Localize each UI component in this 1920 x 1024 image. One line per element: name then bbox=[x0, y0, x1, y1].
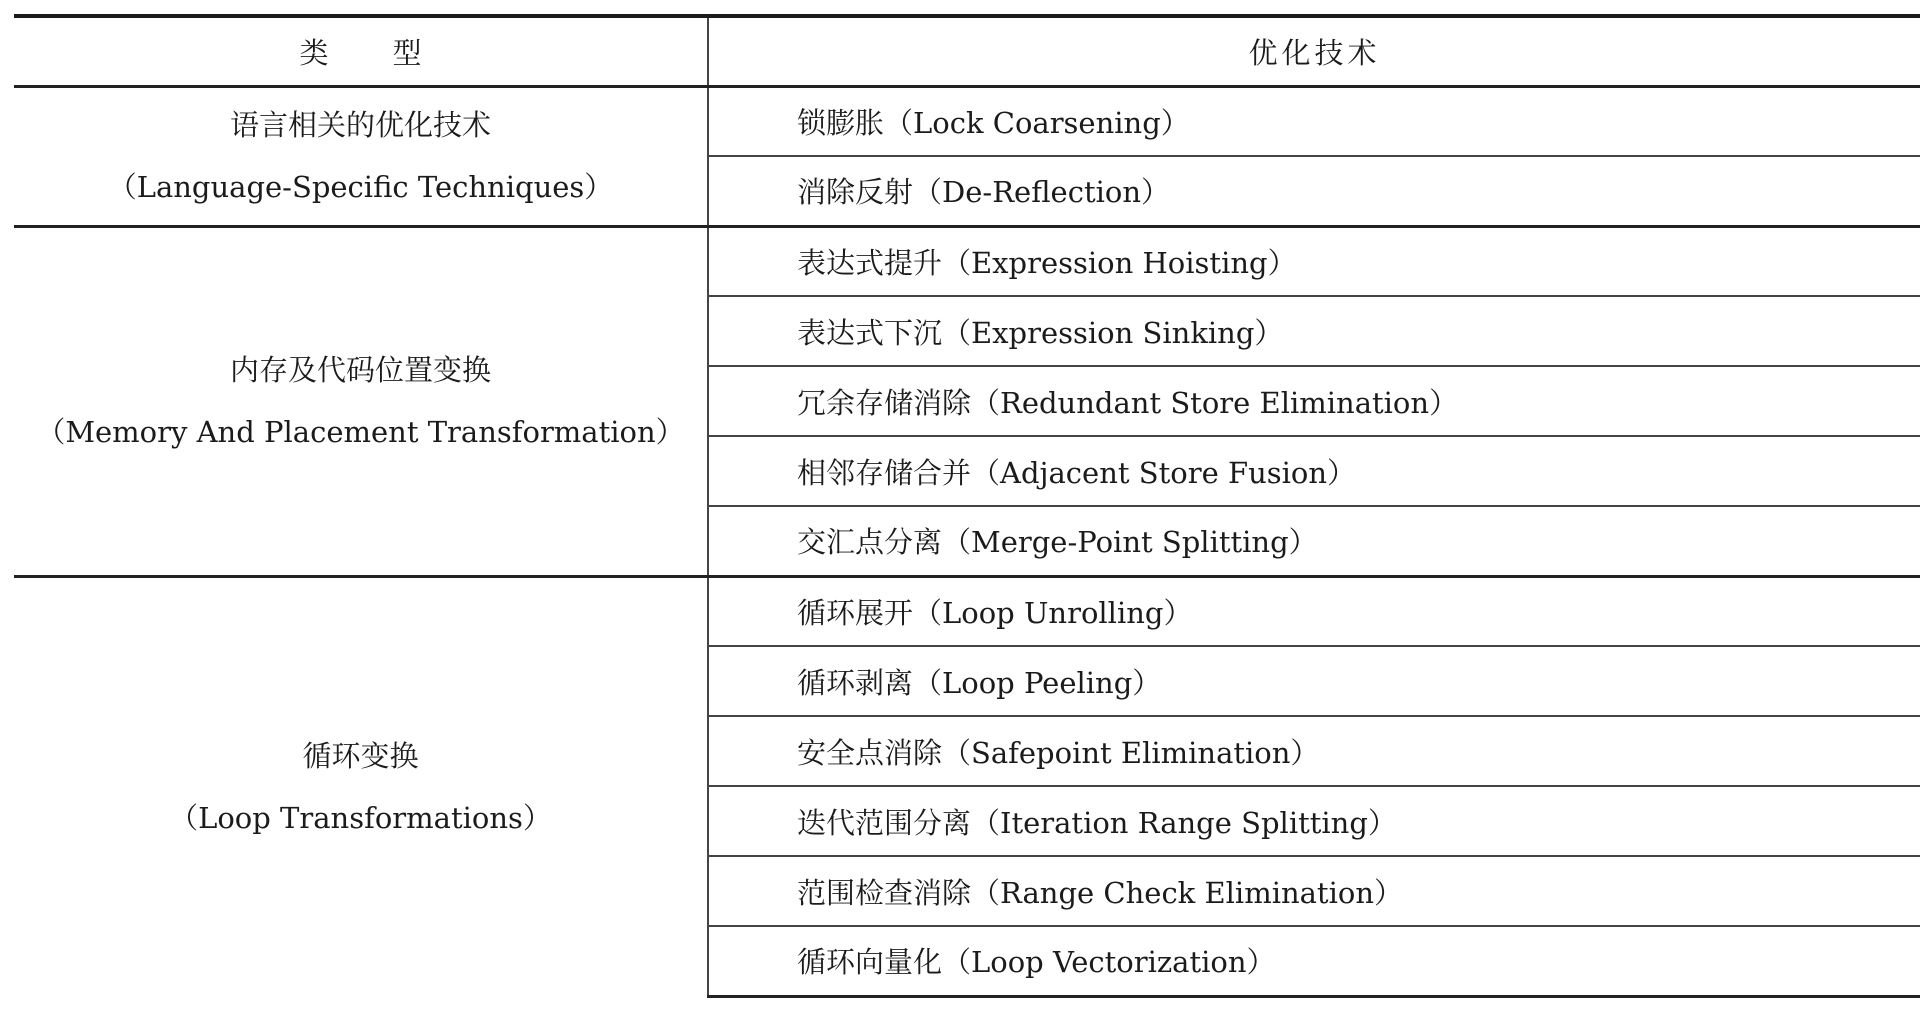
header-technique: 优化技术 bbox=[1248, 35, 1381, 70]
technique-cell: 交汇点分离（Merge-Point Splitting） bbox=[708, 506, 1920, 576]
table-row bbox=[14, 226, 1920, 296]
header-type-label: 类型 bbox=[299, 35, 486, 70]
technique-cell: 循环展开（Loop Unrolling） bbox=[708, 576, 1920, 646]
category-name-en: （Loop Transformations） bbox=[169, 800, 552, 835]
table-row bbox=[14, 86, 1920, 156]
technique-cell: 循环向量化（Loop Vectorization） bbox=[708, 926, 1920, 996]
category-cell-loop-transformations bbox=[14, 576, 708, 996]
technique-cell: 安全点消除（Safepoint Elimination） bbox=[708, 716, 1920, 786]
header-type bbox=[14, 18, 708, 86]
technique-cell: 表达式下沉（Expression Sinking） bbox=[708, 296, 1920, 366]
category-name-en: （Language-Specific Techniques） bbox=[107, 170, 614, 204]
technique-cell: 锁膨胀（Lock Coarsening） bbox=[708, 86, 1920, 156]
category-name-en: （Memory And Placement Transformation） bbox=[36, 415, 685, 449]
technique-cell: 范围检查消除（Range Check Elimination） bbox=[708, 856, 1920, 926]
technique-cell: 消除反射（De-Reflection） bbox=[708, 156, 1920, 226]
category-name-cn: 语言相关的优化技术 bbox=[229, 108, 491, 142]
table-header-row bbox=[14, 18, 1920, 86]
category-cell-language-specific bbox=[14, 86, 708, 226]
technique-cell: 冗余存储消除（Redundant Store Elimination） bbox=[708, 366, 1920, 436]
technique-cell: 循环剥离（Loop Peeling） bbox=[708, 646, 1920, 716]
category-name-cn: 循环变换 bbox=[302, 738, 419, 773]
category-name-cn: 内存及代码位置变换 bbox=[229, 353, 491, 387]
technique-cell: 相邻存储合并（Adjacent Store Fusion） bbox=[708, 436, 1920, 506]
technique-cell: 表达式提升（Expression Hoisting） bbox=[708, 226, 1920, 296]
table-row bbox=[14, 576, 1920, 646]
optimization-techniques-table bbox=[14, 18, 1920, 998]
technique-cell: 迭代范围分离（Iteration Range Splitting） bbox=[708, 786, 1920, 856]
category-cell-memory-placement bbox=[14, 226, 708, 576]
